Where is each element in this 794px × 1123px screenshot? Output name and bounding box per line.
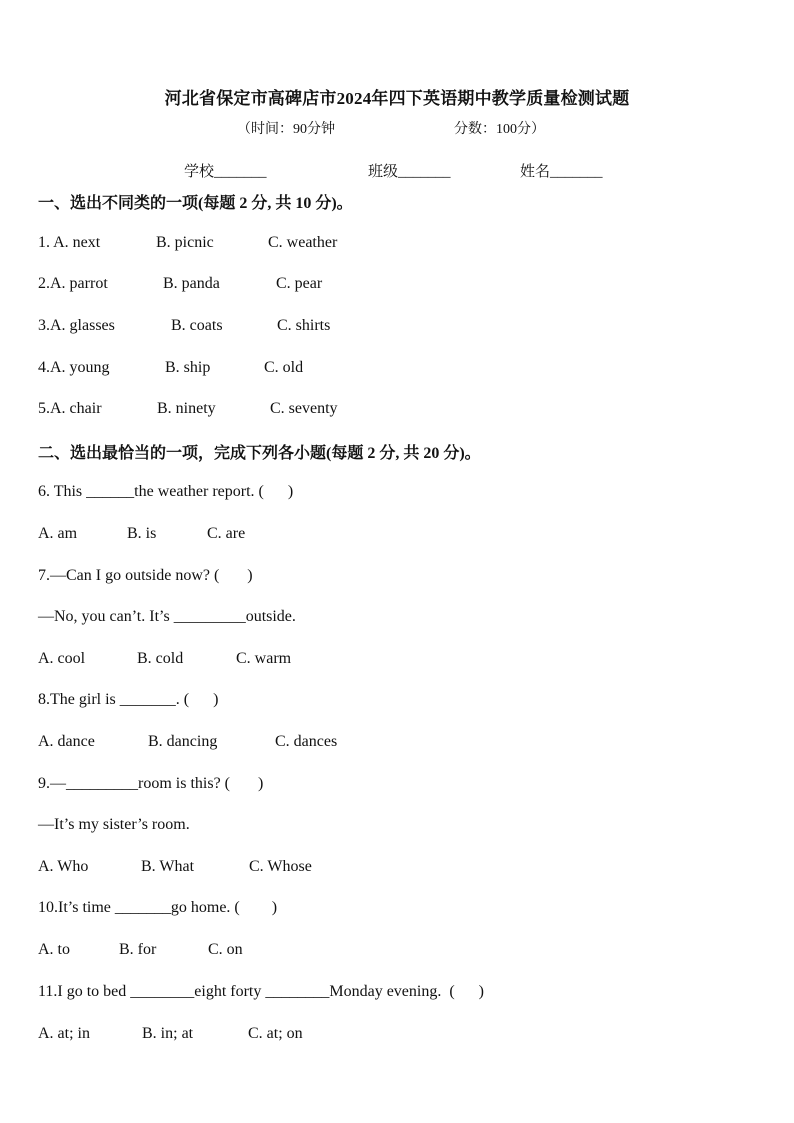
q7-option-c: C. warm [236, 650, 292, 667]
exam-score: 分数：100分） [454, 122, 545, 137]
q4-option-a: 4.A. young [38, 359, 110, 376]
q3-option-c: C. shirts [277, 317, 331, 334]
q8-stem: 8.The girl is _______. ( ) [38, 691, 219, 708]
q5-option-c: C. seventy [270, 400, 338, 417]
q10-option-c: C. on [208, 941, 243, 958]
q7-reply: —No, you can’t. It’s _________outside. [38, 608, 296, 625]
q9-reply: —It’s my sister’s room. [38, 816, 190, 833]
q5-option-b: B. ninety [157, 400, 216, 417]
q1-option-b: B. picnic [156, 234, 214, 251]
name-field: 姓名_______ [520, 164, 603, 180]
q9-stem: 9.—_________room is this? ( ) [38, 775, 264, 792]
q4-option-c: C. old [264, 359, 304, 376]
q6-stem: 6. This ______the weather report. ( ) [38, 483, 294, 500]
q8-option-c: C. dances [275, 733, 338, 750]
q8-option-b: B. dancing [148, 733, 218, 750]
q11-option-b: B. in; at [142, 1025, 194, 1042]
q9-option-b: B. What [141, 858, 195, 875]
q11-option-c: C. at; on [248, 1025, 303, 1042]
q3-option-b: B. coats [171, 317, 223, 334]
q2-option-a: 2.A. parrot [38, 275, 108, 292]
q2-option-b: B. panda [163, 275, 220, 292]
exam-time: （时间：90分钟 [237, 122, 335, 137]
q11-stem: 11.I go to bed ________eight forty ________Monday evening. ( ) [38, 983, 485, 1000]
q3-option-a: 3.A. glasses [38, 317, 115, 334]
q1-option-a: 1. A. next [38, 234, 101, 251]
page-title: 河北省保定市高碑店市2024年四下英语期中教学质量检测试题 [164, 89, 630, 108]
q7-option-a: A. cool [38, 650, 86, 667]
q8-option-a: A. dance [38, 733, 95, 750]
class-field: 班级_______ [368, 164, 451, 180]
q4-option-b: B. ship [165, 359, 211, 376]
q10-stem: 10.It’s time _______go home. ( ) [38, 899, 278, 916]
section2-heading: 二、选出最恰当的一项，完成下列各小题(每题 2 分, 共 20 分)。 [38, 445, 481, 462]
q7-stem: 7.—Can I go outside now? ( ) [38, 567, 253, 584]
school-field: 学校_______ [184, 164, 267, 180]
q2-option-c: C. pear [276, 275, 323, 292]
q11-option-a: A. at; in [38, 1025, 90, 1042]
q9-option-c: C. Whose [249, 858, 312, 875]
q6-option-c: C. are [207, 525, 246, 542]
q10-option-a: A. to [38, 941, 70, 958]
q6-option-a: A. am [38, 525, 78, 542]
q10-option-b: B. for [119, 941, 157, 958]
q6-option-b: B. is [127, 525, 157, 542]
q9-option-a: A. Who [38, 858, 89, 875]
section1-heading: 一、选出不同类的一项(每题 2 分, 共 10 分)。 [38, 195, 353, 212]
q7-option-b: B. cold [137, 650, 184, 667]
q5-option-a: 5.A. chair [38, 400, 102, 417]
q1-option-c: C. weather [268, 234, 338, 251]
